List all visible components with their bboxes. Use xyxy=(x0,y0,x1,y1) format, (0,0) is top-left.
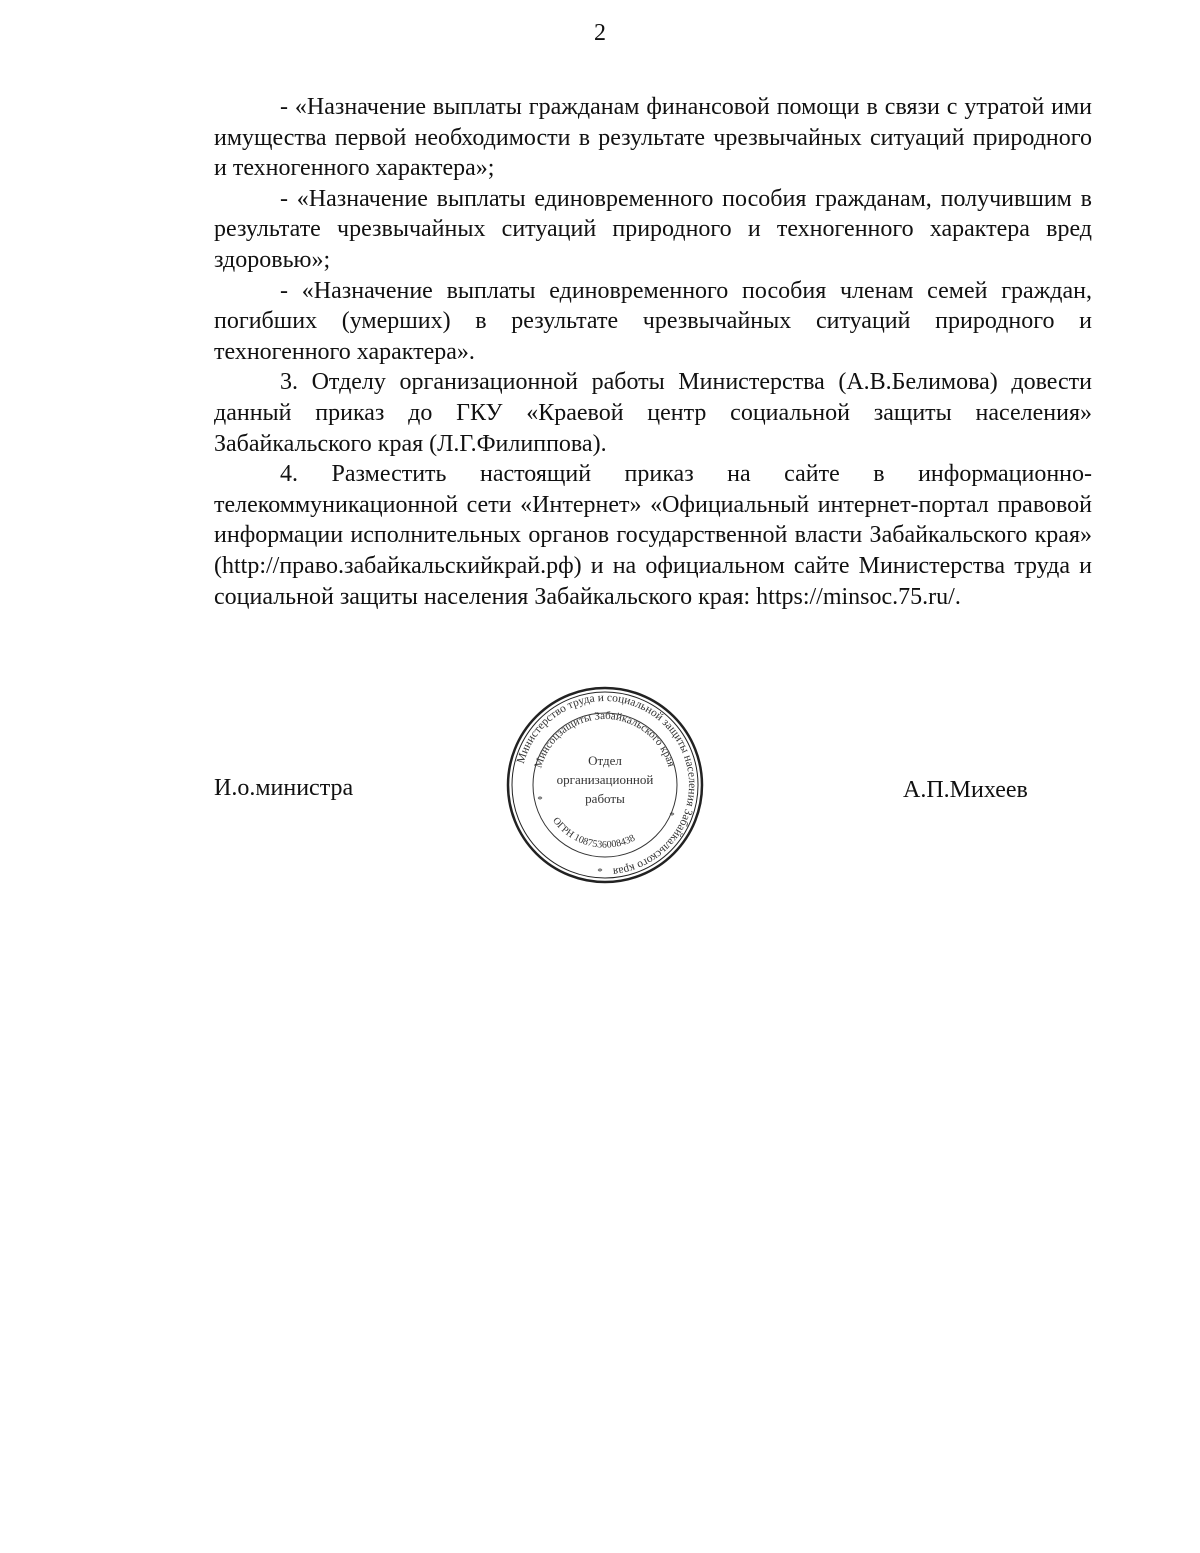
paragraph-item-3: 3. Отделу организационной работы Министерства (А.В.Белимова) довести данный приказ до ГКУ «Краевой центр социальной защиты населения» Забайкальского края (Л.Г.Филиппова). xyxy=(214,369,1092,457)
stamp-inner-text: Минсоцзащиты Забайкальского края xyxy=(532,709,678,770)
official-stamp xyxy=(500,685,710,885)
stamp-star-left-icon: * xyxy=(537,794,543,806)
stamp-star-bottom-icon: * xyxy=(597,866,603,878)
stamp-center-line-1: Отдел xyxy=(588,753,622,768)
stamp-center-line-3: работы xyxy=(585,791,625,806)
paragraph-bullet-2: - «Назначение выплаты единовременного пособия гражданам, получившим в результате чрезвычайных ситуаций природного и техногенного характера вред здоровью»; xyxy=(214,185,1092,273)
stamp-star-right-icon: * xyxy=(669,810,675,822)
paragraph-bullet-3: - «Назначение выплаты единовременного пособия членам семей граждан, погибших (умерших) в результате чрезвычайных ситуаций природного и техногенного характера». xyxy=(214,277,1092,365)
stamp-bottom-text: ОГРН 1087536008438 xyxy=(550,815,637,851)
stamp-center-line-2: организационной xyxy=(556,772,654,787)
document-body xyxy=(214,92,1092,612)
paragraph-item-4: 4. Разместить настоящий приказ на сайте в информационно-телекоммуникационной сети «Интернет» «Официальный интернет-портал правовой информации исполнительных органов государственной власти Забайкальского края» (http://право.забайкальскийкрай.рф) и на официальном сайте Министерства труда и социальной защиты населения Забайкальского края: https://minsoc.75.ru/. xyxy=(214,461,1092,610)
page-number: 2 xyxy=(594,20,606,46)
signature-name: А.П.Михеев xyxy=(903,777,1028,803)
paragraph-bullet-1: - «Назначение выплаты гражданам финансовой помощи в связи с утратой ими имущества первой необходимости в результате чрезвычайных ситуаций природного и техногенного характера»; xyxy=(214,94,1092,182)
stamp-outer-text: Министерство труда и социальной защиты населения Забайкальского края xyxy=(514,691,699,878)
signature-role: И.о.министра xyxy=(214,775,354,801)
